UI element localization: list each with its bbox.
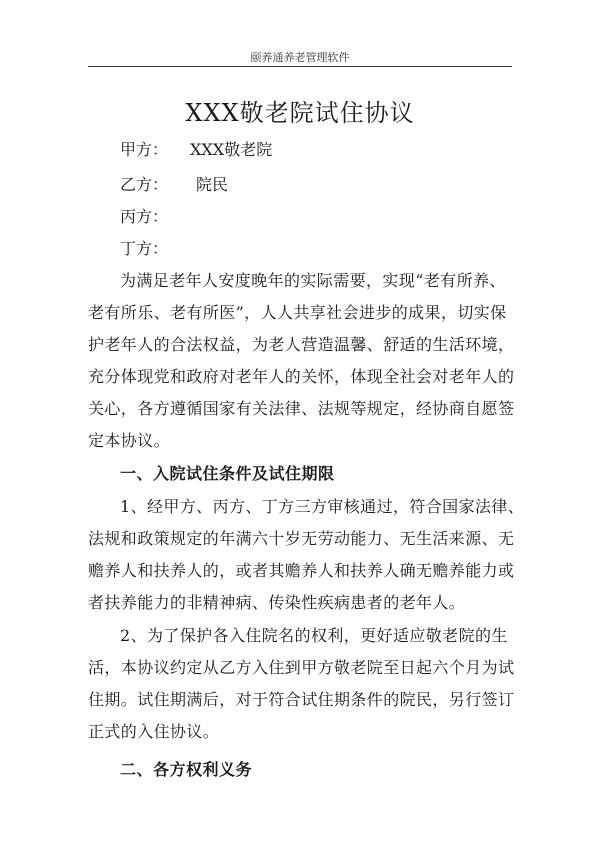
party-a-value: XXX敬老院 — [190, 140, 273, 159]
party-c — [120, 204, 190, 227]
party-a — [120, 137, 272, 160]
clause-line: 者扶养能力的非精神病、传染性疾病患者的老年人。 — [88, 593, 466, 612]
clause-line: 活，本协议约定从乙方入住到甲方敬老院至日起六个月为试 — [88, 658, 515, 677]
clause-line: 住期。试住期满后，对于符合试住期条件的院民，另行签订 — [88, 690, 515, 709]
party-b-label: 乙方： — [120, 175, 169, 194]
preamble-line: 老有所乐、老有所医”，人人共享社会进步的成果，切实保 — [88, 303, 507, 322]
party-b-value: 院民 — [196, 175, 229, 194]
preamble-line: 充分体现党和政府对老年人的关怀，体现全社会对老年人的 — [88, 367, 515, 386]
clause-line: 正式的入住协议。 — [88, 722, 220, 741]
party-d — [120, 236, 190, 259]
party-b — [120, 172, 228, 195]
clause-line: 赡养人和扶养人的，或者其赡养人和扶养人确无赡养能力或 — [88, 561, 515, 580]
clause-line: 法规和政策规定的年满六十岁无劳动能力、无生活来源、无 — [88, 529, 515, 548]
header-divider — [88, 66, 512, 67]
clause-line: 2、为了保护各入住院名的权利，更好适应敬老院的生 — [120, 626, 508, 645]
preamble-line: 护老年人的合法权益，为老人营造温馨、舒适的生活环境， — [88, 335, 515, 354]
party-c-label: 丙方： — [120, 207, 169, 226]
party-a-label: 甲方： — [120, 140, 169, 159]
party-d-label: 丁方： — [120, 239, 169, 258]
preamble-line: 定本协议。 — [88, 431, 171, 450]
section-2-heading: 二、各方权利义务 — [120, 760, 253, 779]
preamble-line: 为满足老年人安度晚年的实际需要，实现“老有所养、 — [120, 271, 506, 290]
section-1-heading: 一、入院试住条件及试住期限 — [120, 464, 335, 483]
preamble-line: 关心，各方遵循国家有关法律、法规等规定，经协商自愿签 — [88, 399, 515, 418]
clause-line: 1、经甲方、丙方、丁方三方审核通过，符合国家法律、 — [120, 497, 525, 516]
header-software-name: 颐养通养老管理软件 — [250, 51, 350, 64]
document-title: XXX敬老院试住协议 — [185, 99, 415, 127]
